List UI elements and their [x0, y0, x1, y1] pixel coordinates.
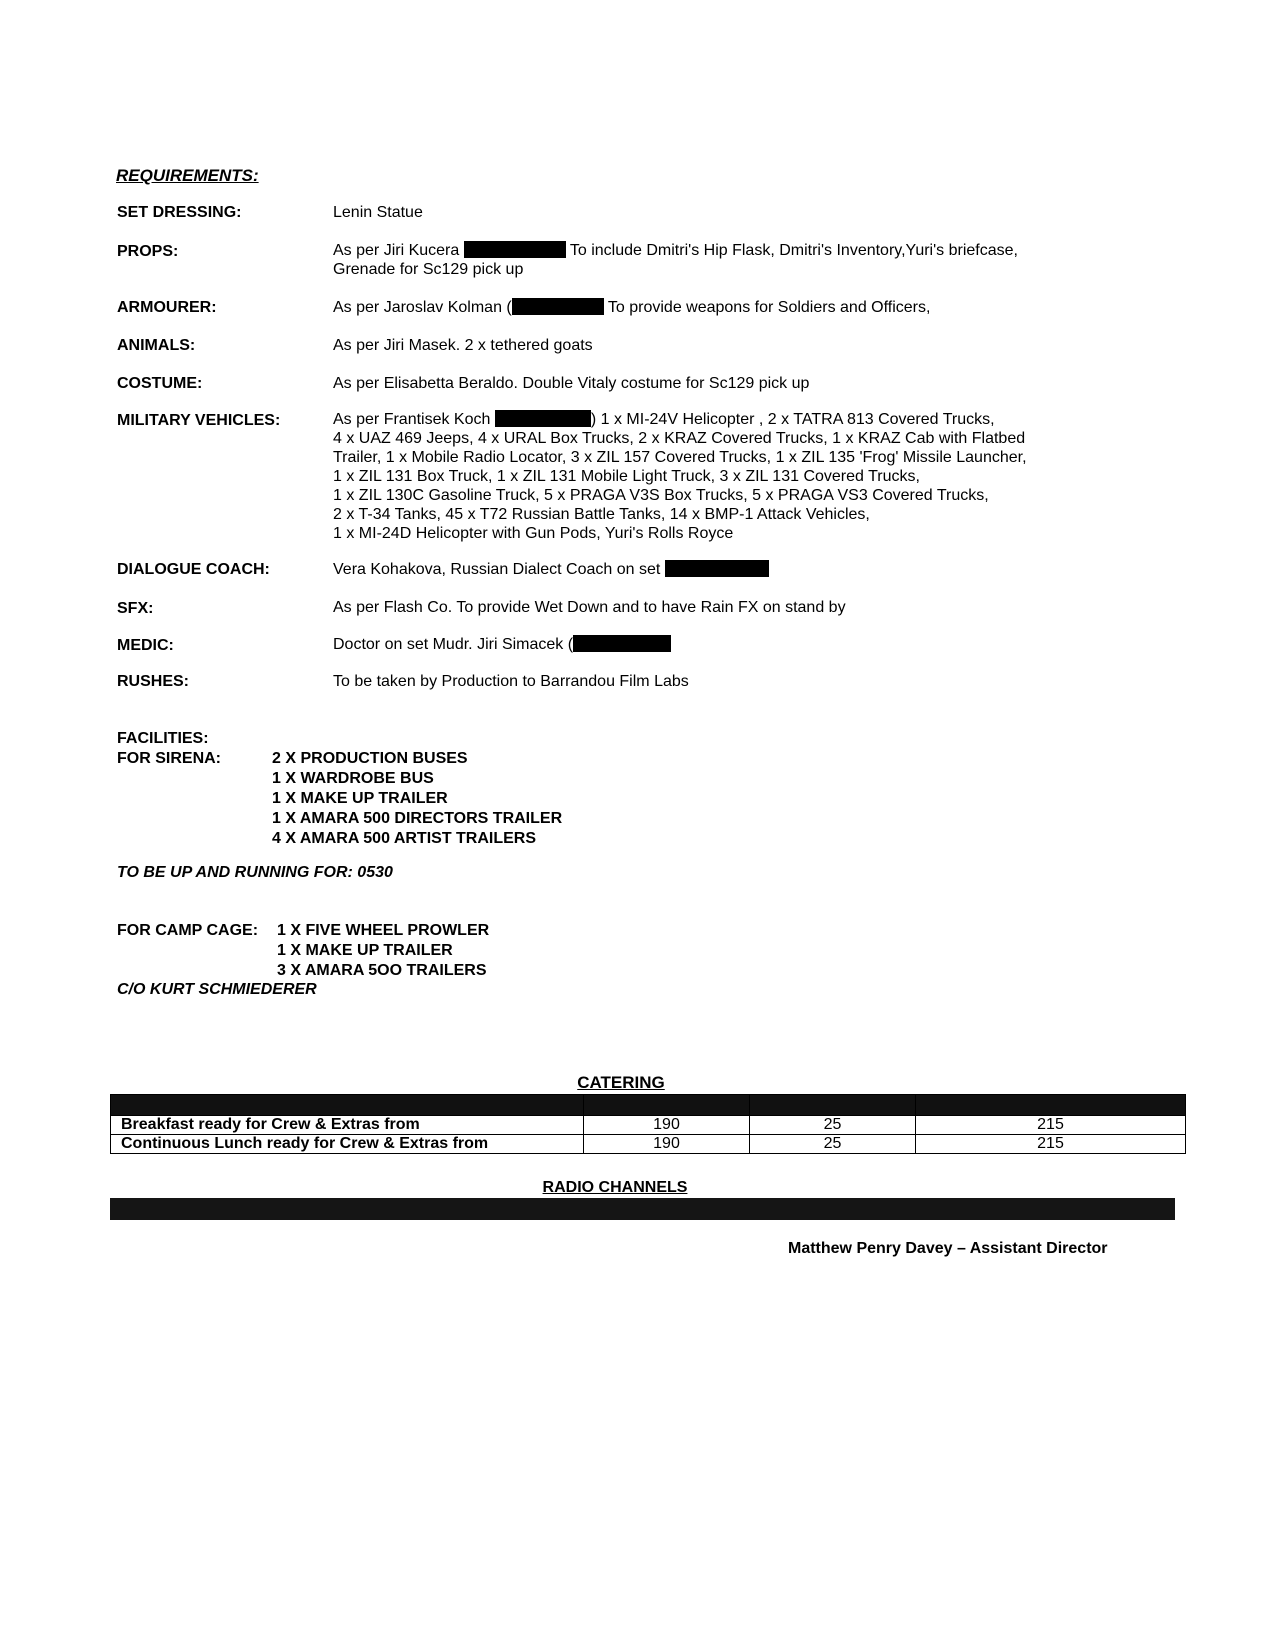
armourer-note: To provide weapons for Soldiers and Officers,: [607, 299, 931, 316]
req-value-set-dressing: Lenin Statue: [333, 204, 423, 221]
redacted-header-cell: [111, 1095, 584, 1116]
camp-cage-item: 1 X MAKE UP TRAILER: [277, 942, 453, 959]
props-note: To include Dmitri's Hip Flask, Dmitri's Inventory,Yuri's briefcase,: [569, 242, 1018, 259]
catering-desc: Continuous Lunch ready for Crew & Extras from: [111, 1135, 584, 1154]
vehicles-contact: As per Frantisek Koch: [333, 411, 491, 428]
req-label-set-dressing: SET DRESSING:: [117, 204, 242, 221]
catering-count-extras: 25: [750, 1116, 916, 1135]
req-value-rushes: To be taken by Production to Barrandou Film Labs: [333, 673, 689, 690]
catering-count-total: 215: [916, 1116, 1186, 1135]
req-label-armourer: ARMOURER:: [117, 299, 217, 316]
req-value-military-line4: 1 x ZIL 131 Box Truck, 1 x ZIL 131 Mobile Light Truck, 3 x ZIL 131 Covered Trucks,: [333, 468, 920, 485]
camp-cage-label: FOR CAMP CAGE:: [117, 922, 259, 939]
redaction-bar: [495, 410, 591, 427]
radio-channels-title: RADIO CHANNELS: [542, 1179, 688, 1196]
camp-cage-item: 1 X FIVE WHEEL PROWLER: [277, 922, 490, 939]
req-label-animals: ANIMALS:: [117, 337, 196, 354]
redacted-radio-bar: [110, 1198, 1175, 1220]
table-row: [111, 1135, 1186, 1154]
req-value-military-line6: 2 x T-34 Tanks, 45 x T72 Russian Battle Tanks, 14 x BMP-1 Attack Vehicles,: [333, 506, 870, 523]
catering-count-crew: 190: [584, 1116, 750, 1135]
redaction-bar: [573, 635, 671, 652]
camp-cage-item: 3 X AMARA 5OO TRAILERS: [277, 962, 487, 979]
req-value-props-line2: Grenade for Sc129 pick up: [333, 261, 524, 278]
catering-count-total: 215: [916, 1135, 1186, 1154]
req-value-dialogue-coach: [333, 560, 769, 579]
req-value-armourer: [333, 298, 930, 317]
req-value-sfx: As per Flash Co. To provide Wet Down and to have Rain FX on stand by: [333, 599, 846, 616]
medic-text: Doctor on set Mudr. Jiri Simacek (: [333, 636, 574, 653]
req-label-props: PROPS:: [117, 243, 179, 260]
sirena-item: 1 X MAKE UP TRAILER: [272, 790, 448, 807]
catering-table: [110, 1094, 1186, 1154]
req-value-animals: As per Jiri Masek. 2 x tethered goats: [333, 337, 593, 354]
props-contact: As per Jiri Kucera: [333, 242, 460, 259]
req-label-military-vehicles: MILITARY VEHICLES:: [117, 412, 281, 429]
table-row: [111, 1116, 1186, 1135]
vehicles-note: ) 1 x MI-24V Helicopter , 2 x TATRA 813 Covered Trucks,: [590, 411, 995, 428]
req-value-costume: As per Elisabetta Beraldo. Double Vitaly costume for Sc129 pick up: [333, 375, 810, 392]
req-value-military-line1: [333, 410, 995, 429]
sirena-item: 1 X WARDROBE BUS: [272, 770, 434, 787]
sirena-item: 2 X PRODUCTION BUSES: [272, 750, 468, 767]
redacted-header-cell: [584, 1095, 750, 1116]
requirements-heading: REQUIREMENTS:: [116, 166, 259, 185]
req-label-medic: MEDIC:: [117, 637, 174, 654]
sirena-label: FOR SIRENA:: [117, 750, 221, 767]
catering-count-extras: 25: [750, 1135, 916, 1154]
req-label-rushes: RUSHES:: [117, 673, 190, 690]
camp-cage-items: [277, 921, 489, 981]
redacted-header-cell: [750, 1095, 916, 1116]
redaction-bar: [512, 298, 604, 315]
req-label-sfx: SFX:: [117, 600, 154, 617]
req-value-military-line7: 1 x MI-24D Helicopter with Gun Pods, Yuri's Rolls Royce: [333, 525, 734, 542]
redacted-header-cell: [916, 1095, 1186, 1116]
sirena-item: 1 X AMARA 500 DIRECTORS TRAILER: [272, 810, 563, 827]
sirena-item: 4 X AMARA 500 ARTIST TRAILERS: [272, 830, 537, 847]
redaction-bar: [464, 241, 566, 258]
catering-header-row: [111, 1095, 1186, 1116]
req-label-costume: COSTUME:: [117, 375, 203, 392]
req-value-military-line5: 1 x ZIL 130C Gasoline Truck, 5 x PRAGA V3S Box Trucks, 5 x PRAGA VS3 Covered Trucks,: [333, 487, 989, 504]
req-value-medic: [333, 635, 671, 654]
facilities-heading: FACILITIES:: [117, 730, 209, 747]
sirena-items: [272, 749, 562, 849]
dialogue-coach-text: Vera Kohakova, Russian Dialect Coach on set: [333, 561, 661, 578]
armourer-contact: As per Jaroslav Kolman (: [333, 299, 512, 316]
catering-desc: Breakfast ready for Crew & Extras from: [111, 1116, 584, 1135]
care-of-line: C/O KURT SCHMIEDERER: [117, 981, 317, 998]
req-label-dialogue-coach: DIALOGUE COACH:: [117, 561, 270, 578]
catering-title: CATERING: [577, 1073, 665, 1092]
assistant-director-signature: Matthew Penry Davey – Assistant Director: [788, 1240, 1108, 1257]
req-value-military-line3: Trailer, 1 x Mobile Radio Locator, 3 x ZIL 157 Covered Trucks, 1 x ZIL 135 'Frog' Missile Launcher,: [333, 449, 1027, 466]
up-and-running-time: TO BE UP AND RUNNING FOR: 0530: [117, 864, 393, 881]
catering-count-crew: 190: [584, 1135, 750, 1154]
redaction-bar: [665, 560, 769, 577]
req-value-props-line1: [333, 241, 1018, 260]
req-value-military-line2: 4 x UAZ 469 Jeeps, 4 x URAL Box Trucks, 2 x KRAZ Covered Trucks, 1 x KRAZ Cab with Flatbed: [333, 430, 1026, 447]
